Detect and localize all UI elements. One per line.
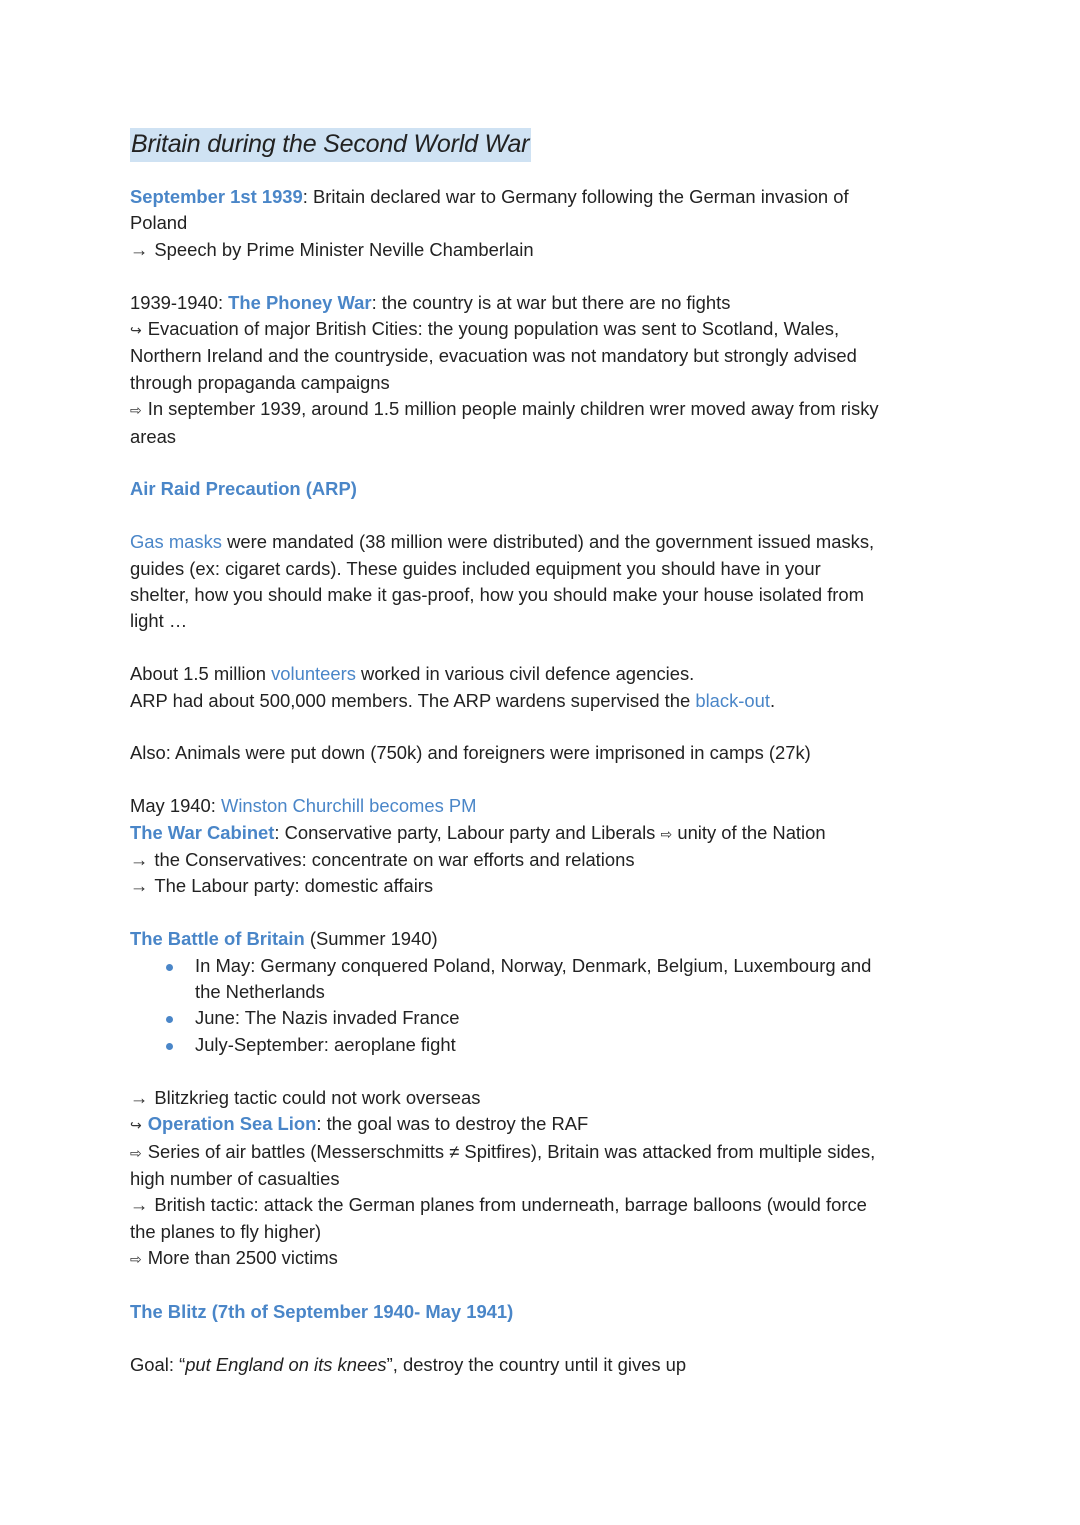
chamberlain-line: → Speech by Prime Minister Neville Chamberlain	[130, 238, 534, 260]
labour-line: → The Labour party: domestic affairs	[130, 875, 434, 897]
phoney-war-line: 1939-1940: The Phoney War: the country is at war but there are no fights	[130, 291, 731, 313]
air-battles-line: ⇨ Series of air battles (Messerschmitts ≠ Spitfires), Britain was attacked from multiple sides,	[130, 1140, 876, 1162]
war-cabinet-term: The War Cabinet	[130, 821, 275, 843]
victims-line: ⇨ More than 2500 victims	[130, 1247, 338, 1269]
churchill-line: May 1940: Winston Churchill becomes PM	[130, 795, 477, 817]
volunteers-line: About 1.5 million volunteers worked in various civil defence agencies.	[130, 663, 695, 685]
list-item: June: The Nazis invaded France	[130, 1005, 950, 1031]
blackout-link[interactable]: black-out	[695, 689, 770, 711]
phoney-war-term: The Phoney War	[228, 291, 372, 313]
gas-masks-paragraph: Gas masks were mandated (38 million were distributed) and the government issued masks,	[130, 531, 875, 553]
battle-heading-line: The Battle of Britain (Summer 1940)	[130, 928, 438, 950]
thick-arrow-icon: ⇨	[660, 825, 673, 842]
hook-arrow-icon: ↪	[130, 1117, 142, 1134]
arrow-icon: →	[130, 875, 149, 897]
blitz-goal-line: Goal: “put England on its knees”, destroy the country until it gives up	[130, 1353, 687, 1375]
arp-heading: Air Raid Precaution (ARP)	[130, 478, 357, 500]
evacuation-stat-line: ⇨ In september 1939, around 1.5 million people mainly children wrer moved away from risky	[130, 398, 879, 420]
gas-masks-link[interactable]: Gas masks	[130, 531, 222, 553]
hook-arrow-icon: ↪	[130, 322, 142, 339]
also-line: Also: Animals were put down (750k) and foreigners were imprisoned in camps (27k)	[130, 742, 811, 764]
declaration-paragraph: September 1st 1939: Britain declared war to Germany following the German invasion of	[130, 186, 849, 207]
operation-sea-lion-term: Operation Sea Lion	[147, 1113, 317, 1135]
battle-of-britain-term: The Battle of Britain	[130, 928, 305, 950]
document-page: Britain during the Second World War September 1st 1939: Britain declared war to Germany following the German invasion of Poland → Speech by Prime Minister Neville Chamberlain 1939-1940: The Phoney War: the country is at war but there are no fights ↪ Evacuation of major British Cities: the young population was sent to Scotland, Wales, Northern Ireland and the countryside, evacuation was not mandatory but strongly advised through propaganda campaigns ⇨ In september 1939, around 1.5 million people mainly children wrer moved away from risky areas Air Raid Precaution (ARP) Gas masks were mandated (38 million were distributed) and the government issued masks, guides (ex: cigaret cards). These guides included equipment you should have in your shelter, how you should make it gas-proof, how you should make your house isolated from light … About 1.5 million volunteers worked in various civil defence agencies. ARP had about 500,000 members. The ARP wardens supervised the black-out. Also: Animals were put down (750k) and foreigners were imprisoned in camps (27k) May 1940: Winston Churchill becomes PM The War Cabinet: Conservative party, Labour party and Liberals ⇨ unity of the Nation → the Conservatives: concentrate on war efforts and relations → The Labour party: domestic affairs The Battle of Britain (Summer 1940) In May: Germany conquered Poland, Norway, Denmark, Belgium, Luxembourg and the Netherlands June: The Nazis invaded France July-September: aeroplane fight → Blitzkrieg tactic could not work overseas ↪ Operation Sea Lion: the goal was to destroy the RAF ⇨ Series of air battles (Messerschmitts ≠ Spitfires), Britain was attacked from multiple sides, high number of casualties → British tactic: attack the German planes from underneath, barrage balloons (would force the planes to fly higher) ⇨ More than 2500 victims The Blitz (7th of September 1940- May 1941) Goal: “put England on its knees”, destroy the country until it gives up	[130, 128, 950, 1378]
conservatives-line: → the Conservatives: concentrate on war efforts and relations	[130, 849, 635, 871]
blitzkrieg-line: → Blitzkrieg tactic could not work overseas	[130, 1086, 481, 1108]
list-item: July-September: aeroplane fight	[130, 1032, 950, 1058]
british-tactic-line: → British tactic: attack the German planes from underneath, barrage balloons (would force	[130, 1194, 867, 1216]
list-item: In May: Germany conquered Poland, Norway, Denmark, Belgium, Luxembourg and the Netherlands	[130, 953, 950, 1006]
arrow-icon: →	[130, 1086, 149, 1108]
arrow-icon: →	[130, 849, 149, 871]
thick-arrow-icon: ⇨	[130, 1144, 142, 1161]
blitz-heading: The Blitz (7th of September 1940- May 1941)	[130, 1300, 514, 1322]
sea-lion-line: ↪ Operation Sea Lion: the goal was to destroy the RAF	[130, 1113, 589, 1135]
bullet-icon	[166, 1043, 173, 1050]
bullet-icon	[166, 1016, 173, 1023]
arrow-icon: →	[130, 238, 149, 260]
document-title: Britain during the Second World War	[130, 128, 531, 162]
thick-arrow-icon: ⇨	[130, 1251, 142, 1268]
bullet-icon	[166, 964, 173, 971]
evacuation-paragraph: ↪ Evacuation of major British Cities: the young population was sent to Scotland, Wales,	[130, 318, 840, 340]
battle-bullet-list	[130, 953, 950, 1059]
arp-members-line: ARP had about 500,000 members. The ARP wardens supervised the black-out.	[130, 689, 776, 711]
date-sept-1939: September 1st 1939	[130, 186, 303, 207]
arrow-icon: →	[130, 1194, 149, 1216]
churchill-link[interactable]: Winston Churchill becomes PM	[220, 795, 477, 817]
thick-arrow-icon: ⇨	[130, 402, 142, 419]
war-cabinet-line: The War Cabinet: Conservative party, Labour party and Liberals ⇨ unity of the Nation	[130, 821, 826, 843]
volunteers-link[interactable]: volunteers	[271, 663, 356, 685]
